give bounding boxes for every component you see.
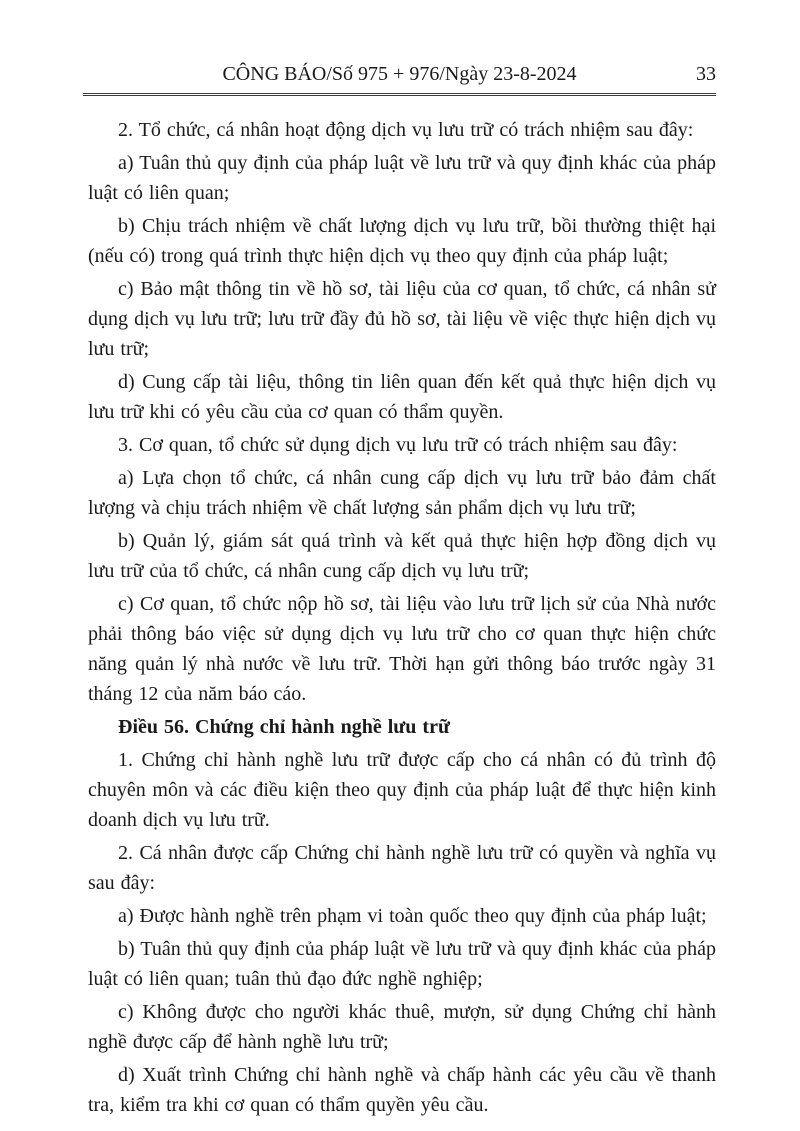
document-body [88, 112, 716, 1120]
body-paragraph: 3. Cơ quan, tổ chức sử dụng dịch vụ lưu trữ có trách nhiệm sau đây: [118, 434, 678, 456]
gazette-header-title: CÔNG BÁO/Số 975 + 976/Ngày 23-8-2024 [222, 63, 577, 85]
body-paragraph: b) Chịu trách nhiệm về chất lượng dịch vụ lưu trữ, bồi thường thiệt hại (nếu có) trong quá trình thực hiện dịch vụ theo quy định của pháp luật; [88, 215, 716, 267]
body-paragraph: d) Cung cấp tài liệu, thông tin liên quan đến kết quả thực hiện dịch vụ lưu trữ khi có yêu cầu của cơ quan có thẩm quyền. [88, 371, 716, 423]
body-paragraph: d) Xuất trình Chứng chỉ hành nghề và chấp hành các yêu cầu về thanh tra, kiểm tra khi cơ quan có thẩm quyền yêu cầu. [88, 1064, 716, 1116]
body-paragraph: c) Cơ quan, tổ chức nộp hồ sơ, tài liệu vào lưu trữ lịch sử của Nhà nước phải thông báo việc sử dụng dịch vụ lưu trữ cho cơ quan thực hiện chức năng quản lý nhà nước về lưu trữ. Thời hạn gửi thông báo trước ngày 31 tháng 12 của năm báo cáo. [88, 593, 716, 705]
body-paragraph: 2. Tổ chức, cá nhân hoạt động dịch vụ lưu trữ có trách nhiệm sau đây: [118, 119, 694, 141]
body-paragraph: a) Tuân thủ quy định của pháp luật về lưu trữ và quy định khác của pháp luật có liên quan; [88, 152, 716, 204]
page-number: 33 [696, 63, 716, 85]
body-paragraph: 2. Cá nhân được cấp Chứng chỉ hành nghề lưu trữ có quyền và nghĩa vụ sau đây: [88, 842, 716, 894]
body-paragraph: b) Tuân thủ quy định của pháp luật về lưu trữ và quy định khác của pháp luật có liên quan; tuân thủ đạo đức nghề nghiệp; [88, 938, 716, 990]
body-paragraph: a) Được hành nghề trên phạm vi toàn quốc theo quy định của pháp luật; [118, 905, 707, 927]
article-heading: Điều 56. Chứng chỉ hành nghề lưu trữ [118, 716, 450, 738]
body-paragraph: b) Quản lý, giám sát quá trình và kết quả thực hiện hợp đồng dịch vụ lưu trữ của tổ chức, cá nhân cung cấp dịch vụ lưu trữ; [88, 530, 716, 582]
body-paragraph: c) Không được cho người khác thuê, mượn, sử dụng Chứng chỉ hành nghề được cấp để hành nghề lưu trữ; [88, 1001, 716, 1053]
page-header [83, 62, 716, 96]
body-paragraph: c) Bảo mật thông tin về hồ sơ, tài liệu của cơ quan, tổ chức, cá nhân sử dụng dịch vụ lưu trữ; lưu trữ đầy đủ hồ sơ, tài liệu về việc thực hiện dịch vụ lưu trữ; [88, 278, 716, 360]
body-paragraph: 1. Chứng chỉ hành nghề lưu trữ được cấp cho cá nhân có đủ trình độ chuyên môn và các điều kiện theo quy định của pháp luật để thực hiện kinh doanh dịch vụ lưu trữ. [88, 749, 716, 831]
body-paragraph: a) Lựa chọn tổ chức, cá nhân cung cấp dịch vụ lưu trữ bảo đảm chất lượng và chịu trách nhiệm về chất lượng sản phẩm dịch vụ lưu trữ; [88, 467, 716, 519]
